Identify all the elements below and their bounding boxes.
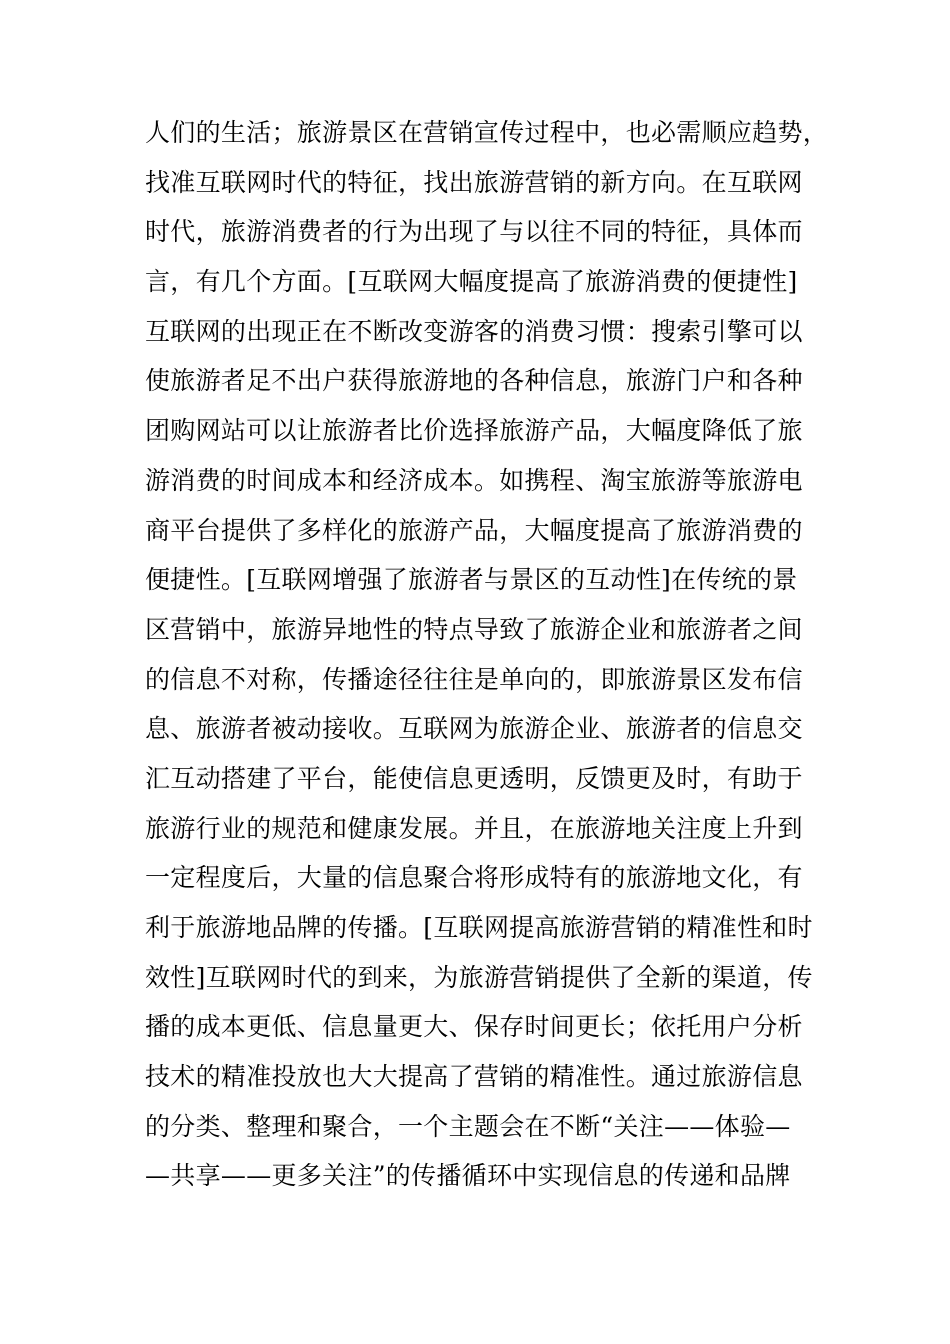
text-line: 找准互联网时代的特征，找出旅游营销的新方向。在互联网: [145, 167, 803, 197]
text-line: 旅游行业的规范和健康发展。并且，在旅游地关注度上升到: [145, 813, 803, 843]
text-line: 商平台提供了多样化的旅游产品，大幅度提高了旅游消费的: [145, 515, 803, 545]
text-line: 技术的精准投放也大大提高了营销的精准性。通过旅游信息: [145, 1062, 803, 1092]
text-line: 一定程度后，大量的信息聚合将形成特有的旅游地文化，有: [145, 863, 803, 893]
text-line: 息、旅游者被动接收。互联网为旅游企业、旅游者的信息交: [145, 714, 803, 744]
text-line: 互联网的出现正在不断改变游客的消费习惯：搜索引擎可以: [145, 316, 803, 346]
text-line: 效性]互联网时代的到来，为旅游营销提供了全新的渠道，传: [145, 962, 813, 992]
text-line: 时代，旅游消费者的行为出现了与以往不同的特征，具体而: [145, 217, 803, 247]
text-line: 使旅游者足不出户获得旅游地的各种信息，旅游门户和各种: [145, 366, 803, 396]
text-line: 的信息不对称，传播途径往往是单向的，即旅游景区发布信: [145, 664, 803, 694]
text-line: 区营销中，旅游异地性的特点导致了旅游企业和旅游者之间: [145, 614, 803, 644]
text-line: 言，有几个方面。[互联网大幅度提高了旅游消费的便捷性]: [145, 267, 798, 297]
text-line: 播的成本更低、信息量更大、保存时间更长；依托用户分析: [145, 1012, 803, 1042]
body-text: [145, 108, 829, 1201]
text-line: 汇互动搭建了平台，能使信息更透明，反馈更及时，有助于: [145, 763, 803, 793]
text-line: 人们的生活；旅游景区在营销宣传过程中，也必需顺应趋势，: [145, 118, 829, 147]
text-line: 的分类、整理和聚合，一个主题会在不断“关注——体验—: [145, 1111, 791, 1141]
text-line: 团购网站可以让旅游者比价选择旅游产品，大幅度降低了旅: [145, 416, 803, 446]
text-line: —共享——更多关注”的传播循环中实现信息的传递和品牌: [145, 1161, 791, 1191]
text-line: 利于旅游地品牌的传播。[互联网提高旅游营销的精准性和时: [145, 913, 813, 942]
text-line: 便捷性。[互联网增强了旅游者与景区的互动性]在传统的景: [145, 565, 798, 595]
text-line: 游消费的时间成本和经济成本。如携程、淘宝旅游等旅游电: [145, 465, 803, 495]
